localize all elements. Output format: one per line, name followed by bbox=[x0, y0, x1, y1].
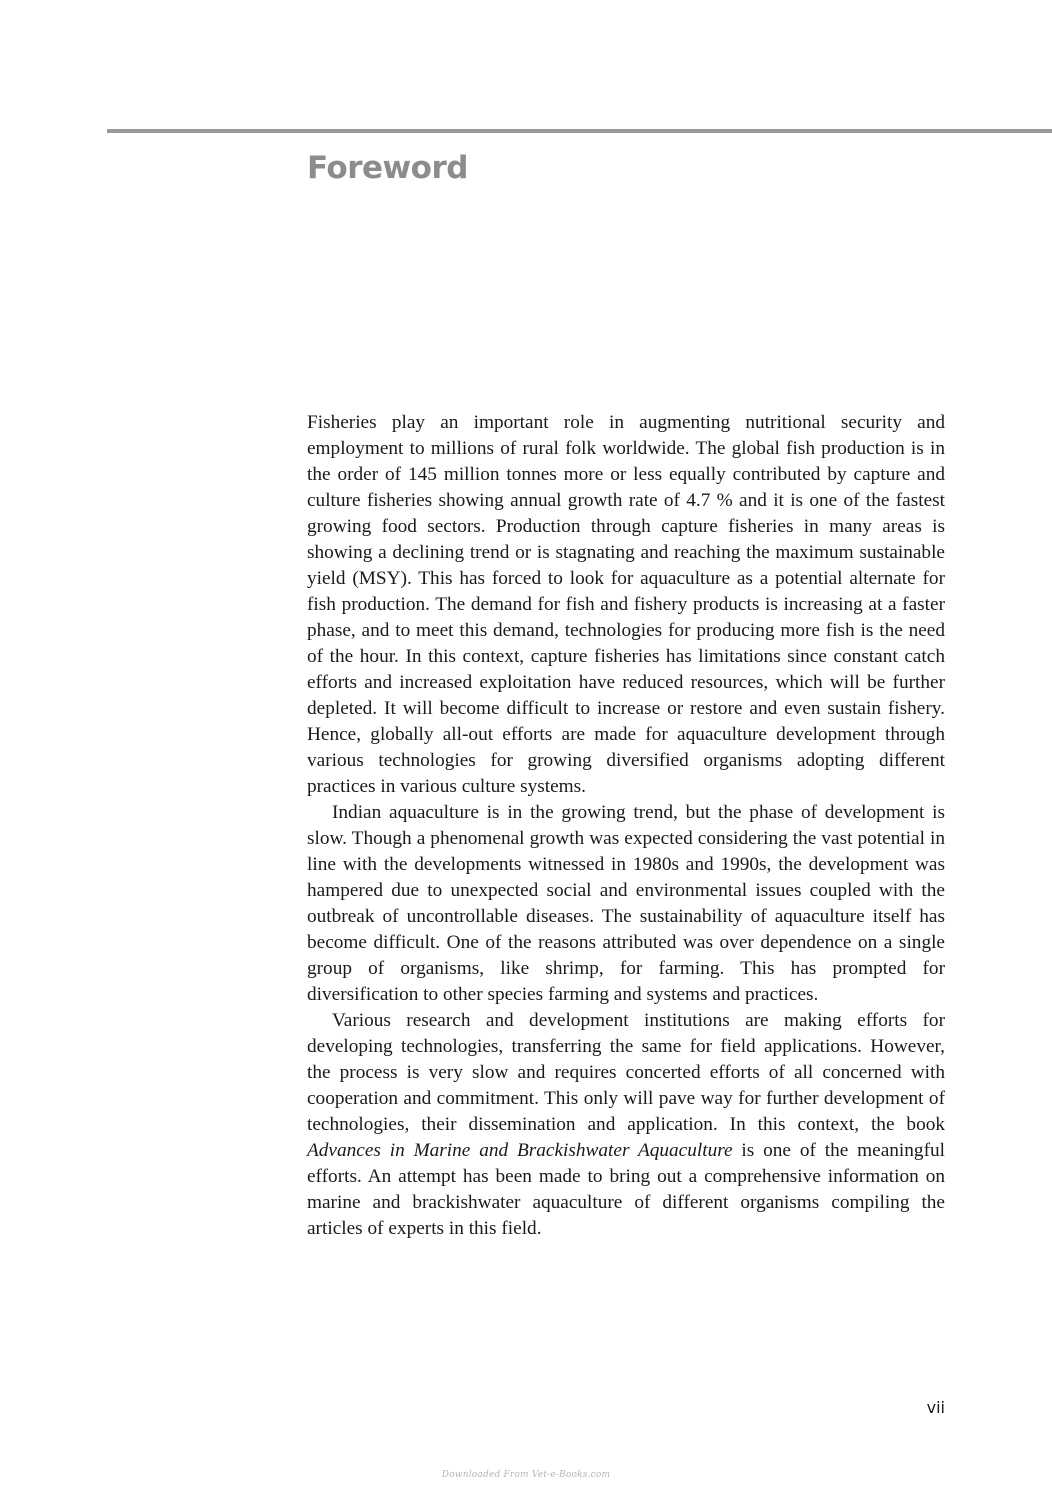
paragraph-3-text-after: is one of the meaningful efforts. An attempt has been made to bring out a comprehensive information on marine and brackishwater aquaculture of different organisms compiling the articles of experts in this field. bbox=[307, 1140, 945, 1239]
book-title: Advances in Marine and Brackishwater Aquaculture bbox=[307, 1140, 733, 1161]
header-rule bbox=[107, 129, 1052, 133]
paragraph-2: Indian aquaculture is in the growing trend, but the phase of development is slow. Though a phenomenal growth was expected considering the vast potential in line with the developments witnessed in 1980s and 1990s, the development was hampered due to unexpected social and environmental issues coupled with the outbreak of uncontrollable diseases. The sustainability of aquaculture itself has become difficult. One of the reasons attributed was over dependence on a single group of organisms, like shrimp, for farming. This has prompted for diversification to other species farming and systems and practices. bbox=[307, 802, 945, 1005]
foreword-body bbox=[307, 410, 945, 1242]
watermark: Downloaded From Vet-e-Books.com bbox=[441, 1470, 611, 1480]
paragraph-3-text-before: Various research and development institutions are making efforts for developing technologies, transferring the same for field applications. However, the process is very slow and requires concerted efforts of all concerned with cooperation and commitment. This only will pave way for further development of technologies, their dissemination and application. In this context, the book bbox=[307, 1010, 945, 1135]
page-number: vii bbox=[926, 1398, 945, 1417]
page-title: Foreword bbox=[307, 150, 468, 186]
paragraph-1: Fisheries play an important role in augmenting nutritional security and employment to millions of rural folk worldwide. The global fish production is in the order of 145 million tonnes more or less equally contributed by capture and culture fisheries showing annual growth rate of 4.7 % and it is one of the fastest growing food sectors. Production through capture fisheries in many areas is showing a declining trend or is stagnating and reaching the maximum sustainable yield (MSY). This has forced to look for aquaculture as a potential alternate for fish production. The demand for fish and fishery products is increasing at a faster phase, and to meet this demand, technologies for producing more fish is the need of the hour. In this context, capture fisheries has limitations since constant catch efforts and increased exploitation have reduced resources, which will be further depleted. It will become difficult to increase or restore and even sustain fishery. Hence, globally all-out efforts are made for aquaculture development through various technologies for growing diversified organisms adopting different practices in various culture systems. bbox=[307, 412, 945, 797]
paragraph-3 bbox=[307, 1008, 945, 1242]
